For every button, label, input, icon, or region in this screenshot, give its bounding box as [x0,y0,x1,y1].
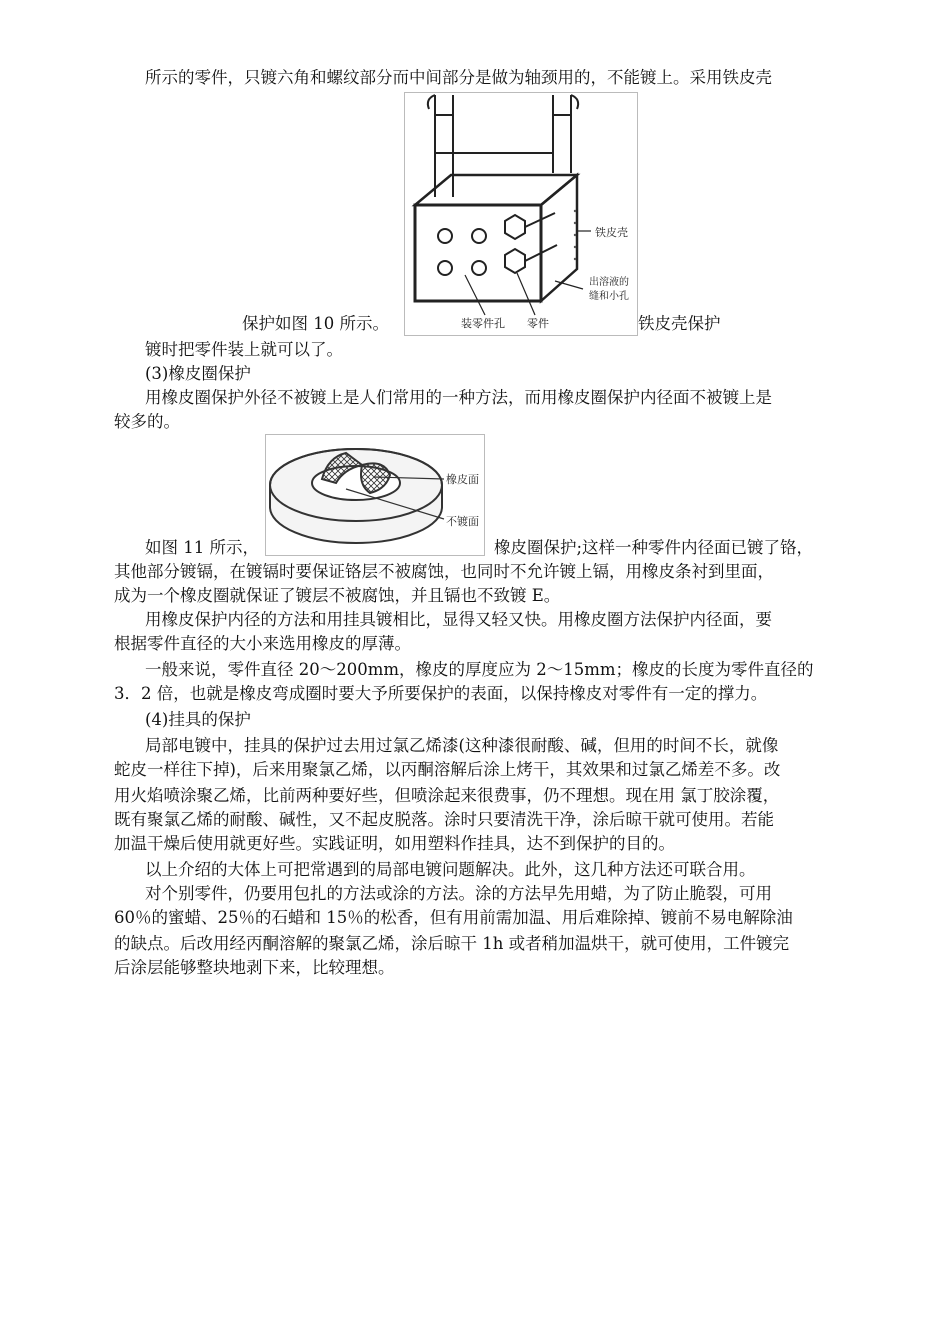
figure-10-label-part: 零件 [527,317,549,330]
paragraph-line: 其他部分镀镉，在镀镉时要保证铬层不被腐蚀，也同时不允许镀上镉，用橡皮条衬到里面， [114,562,774,581]
paragraph-line: 橡皮圈保护;这样一种零件内径面已镀了铬， [494,538,814,557]
paragraph-line: 局部电镀中，挂具的保护过去用过氯乙烯漆(这种漆很耐酸、碱，但用的时间不长，就像 [145,736,779,755]
figure-10-label-gap-1: 出溶液的 [589,277,629,288]
paragraph-line: 如图 11 所示， [145,538,259,557]
figure-10-label-holes: 装零件孔 [461,317,505,330]
paragraph-line: 的缺点。后改用经丙酮溶解的聚氯乙烯，涂后晾干 1h 或者稍加温烘干，就可使用，工件镀完 [114,934,790,953]
paragraph-line: 蛇皮一样往下掉)，后来用聚氯乙烯，以丙酮溶解后涂上烤干，其效果和过氯乙烯差不多。改 [114,760,781,779]
paragraph-line: 所示的零件，只镀六角和螺纹部分而中间部分是做为轴颈用的，不能镀上。采用铁皮壳 [145,68,772,87]
paragraph-line: 用橡皮保护内径的方法和用挂具镀相比，显得又轻又快。用橡皮圈方法保护内径面，要 [145,610,772,629]
section-heading: (4)挂具的保护 [145,710,251,729]
paragraph-line: 保护如图 10 所示。 [242,314,389,333]
paragraph-line: 成为一个橡皮圈就保证了镀层不被腐蚀，并且镉也不致镀 E。 [114,586,561,605]
paragraph-line: 对个别零件，仍要用包扎的方法或涂的方法。涂的方法早先用蜡，为了防止脆裂，可用 [145,884,772,903]
paragraph-line: 3．2 倍，也就是橡皮弯成圈时要大予所要保护的表面，以保持橡皮对零件有一定的撑力。 [114,684,768,703]
figure-11-rubber-ring [265,434,485,556]
paragraph-line: 后涂层能够整块地剥下来，比较理想。 [114,958,395,977]
paragraph-line: 60％的蜜蜡、25％的石蜡和 15％的松香，但有用前需加温、用后难除掉、镀前不易电解除油 [114,908,793,927]
section-heading: (3)橡皮圈保护 [145,364,251,383]
paragraph-line: 较多的。 [114,412,180,431]
paragraph-line: 加温干燥后使用就更好些。实践证明，如用塑料作挂具，达不到保护的目的。 [114,834,675,853]
figure-11-label-noplate: 不镀面 [446,515,479,528]
paragraph-line: 铁皮壳保护 [638,314,721,333]
figure-10-iron-shell [404,92,638,336]
paragraph-line: 用橡皮圈保护外径不被镀上是人们常用的一种方法，而用橡皮圈保护内径面不被镀上是 [145,388,772,407]
figure-10-label-shell: 铁皮壳 [595,226,628,239]
paragraph-line: 镀时把零件装上就可以了。 [145,340,343,359]
figure-11-drawing [266,435,484,555]
paragraph-line: 以上介绍的大体上可把常遇到的局部电镀问题解决。此外，这几种方法还可联合用。 [145,860,756,879]
paragraph-line: 既有聚氯乙烯的耐酸、碱性，又不起皮脱落。涂时只要清洗干净，涂后晾干就可使用。若能 [114,810,774,829]
paragraph-line: 根据零件直径的大小来选用橡皮的厚薄。 [114,634,411,653]
figure-11-label-rubber: 橡皮面 [446,473,479,486]
figure-10-label-gap-2: 缝和小孔 [589,291,629,302]
paragraph-line: 一般来说，零件直径 20～200mm，橡皮的厚度应为 2～15mm；橡皮的长度为零件直径的 [145,660,814,679]
paragraph-line: 用火焰喷涂聚乙烯，比前两种要好些，但喷涂起来很费事，仍不理想。现在用 氯丁胶涂覆， [114,786,780,805]
